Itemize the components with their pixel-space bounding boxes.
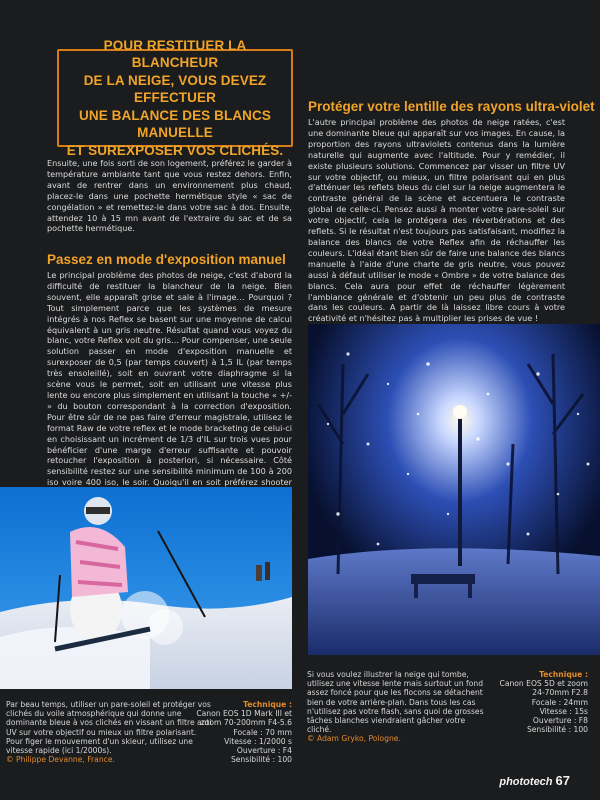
tech-line: Canon EOS 1D Mark III et bbox=[196, 709, 292, 719]
tech-line: Vitesse : 15s bbox=[539, 706, 588, 716]
skier-image bbox=[0, 487, 292, 689]
page-number: 67 bbox=[555, 773, 570, 788]
tech-line: Focale : 70 mm bbox=[233, 727, 292, 737]
intro-text: Ensuite, une fois sorti de son logement, préférez le garder à température ambiante tant que vous restez dehors. Enfin, avant de rentrer dans un environnement plus chaud, placez-le dans une pochette hermétique style « sac de congélation » et remettez-le dans votre sac à dos. Ensuite, attendez 10 à 15 mn avant de l'extraire du sac et de sa pochette hermétique. bbox=[47, 158, 292, 234]
uv-body bbox=[308, 117, 565, 324]
caption-skier-credit: © Philippe Devanne, France. bbox=[6, 755, 115, 765]
caption-night-credit: © Adam Gryko, Pologne. bbox=[307, 734, 401, 744]
tech-line: 24-70mm F2.8 bbox=[532, 688, 588, 698]
pull-quote-line: UNE BALANCE DES BLANCS MANUELLE bbox=[79, 107, 271, 141]
caption-night-text: Si vous voulez illustrer la neige qui tombe, utilisez une vitesse lente mais surtout un fond assez foncé pour que les flocons se détachent bien de votre arrière-plan. Dans tous les cas n'utilisez pas votre flash, sans quoi de grosses tâches blanches viendraient gâcher votre cliché. bbox=[307, 670, 484, 735]
night-snow-photo bbox=[308, 324, 600, 655]
tech-title: Technique : bbox=[243, 700, 292, 709]
tech-line: Sensibilité : 100 bbox=[230, 755, 292, 765]
caption-skier bbox=[6, 700, 214, 764]
intro-paragraph bbox=[47, 158, 292, 234]
tech-line: Canon EOS 5D et zoom bbox=[499, 679, 588, 689]
exposure-body bbox=[47, 270, 292, 510]
caption-skier-text: Par beau temps, utiliser un pare-soleil et protéger vos clichés du voile atmosphérique qui donne une dominante bleue à vos clichés en vissant un filtre anti UV sur votre objectif ou mieux un filtre polarisant. Pour figer le mouvement d'un skieur, utilisez une vitesse rapide (ici 1/2000s). bbox=[6, 700, 212, 756]
night-snow-image bbox=[308, 324, 600, 655]
tech-line: Ouverture : F4 bbox=[236, 746, 292, 756]
tech-line: Sensibilité : 100 bbox=[526, 725, 588, 735]
tech-line: Vitesse : 1/2000 s bbox=[224, 736, 292, 746]
section-heading-uv: Protéger votre lentille des rayons ultra-violet bbox=[308, 99, 595, 114]
tech-title: Technique : bbox=[539, 670, 588, 679]
section-heading-exposure: Passez en mode d'exposition manuel bbox=[47, 252, 286, 267]
tech-box-night bbox=[484, 670, 588, 734]
tech-line: Ouverture : F8 bbox=[532, 716, 588, 726]
pull-quote-line: ET SUREXPOSER VOS CLICHÉS. bbox=[66, 142, 284, 158]
caption-night bbox=[307, 670, 485, 744]
tech-line: zoom 70-200mm F4-5.6 bbox=[200, 718, 292, 728]
tech-line: Focale : 24mm bbox=[531, 697, 588, 707]
skier-photo bbox=[0, 487, 292, 689]
exposure-text: Le principal problème des photos de neige, c'est d'abord la difficulté de restituer la blancheur de la neige. Bien souvent, elle apparaît grise et sale à l'image… Pourquoi ? Tout simplement parce que les systèmes de mesure intégrés à nos Reflex se basent sur une moyenne de calcul équivalent à un gris neutre. Résultat quand vous voyez du blanc, votre Reflex voit du gris… Pour compenser, une seule solution passer en mode d'exposition manuelle et surexposer de 0,5 (par temps couvert) à 1,5 IL (par temps très ensoleillé), soit en ouvrant votre diaphragme si la scène vous le permet, soit en utilisant une vitesse plus lente ou encore plus simplement en utilisant la touche « +/- » du bouton correspondant à la correction d'exposition. Pour être sûr de ne pas faire d'erreur magistrale, utilisez le format Raw de votre reflex et le mode bracketing de celui-ci en choisissant un incrément de 1/3 d'IL sur trois vues pour bénéficier d'une marge d'erreur suffisante et pouvoir retoucher l'exposition à posteriori, si nécessaire. Côté sensibilité restez sur une sensibilité minimum de 100 à 200 iso voire 400 iso, le soir. Quoiqu'il en soit préférez shooter bbox=[47, 270, 292, 488]
uv-text: L'autre principal problème des photos de neige ratées, c'est une dominante bleue qui apparaît sur vos images. En cause, la proportion des rayons ultraviolets contenus dans la lumière naturelle qui augmente avec l'altitude. Pour y remédier, il existe plusieurs solutions. Commencez par visser un filtre UV sur votre objectif, ou mieux, un filtre polarisant qui en plus d'atténuer les reflets bleus du ciel sur la neige augmentera le contraste général de la scène et accentuera le contraste global de celle-ci. Pensez aussi à monter votre pare-soleil sur votre objectif, cela le protégera des réverbérations et des reflets. Si le résultat n'est toujours pas satisfaisant, modifiez la balance des blancs de votre Reflex afin de réchauffer les couleurs. L'idéal étant bien sûr de faire une balance des blancs manuelle à l'aide d'une charte de gris neutre, vous pouvez aussi à défaut utiliser le mode « Ombre » de votre balance des blancs. Cela aura pour effet de réchauffer légèrement l'ambiance générale et d'obtenir un peu plus de contraste dans les couleurs. A partir de là laissez libre cours à votre créativité et n'hésitez pas à multiplier les prises de vue ! bbox=[308, 117, 565, 324]
magazine-brand: phototech bbox=[499, 776, 553, 788]
tech-box-skier bbox=[186, 700, 292, 764]
page-footer bbox=[499, 773, 570, 788]
pull-quote-box bbox=[57, 37, 293, 158]
pull-quote-line: DE LA NEIGE, VOUS DEVEZ EFFECTUER bbox=[83, 72, 267, 106]
pull-quote-line: POUR RESTITUER LA BLANCHEUR bbox=[103, 37, 247, 71]
